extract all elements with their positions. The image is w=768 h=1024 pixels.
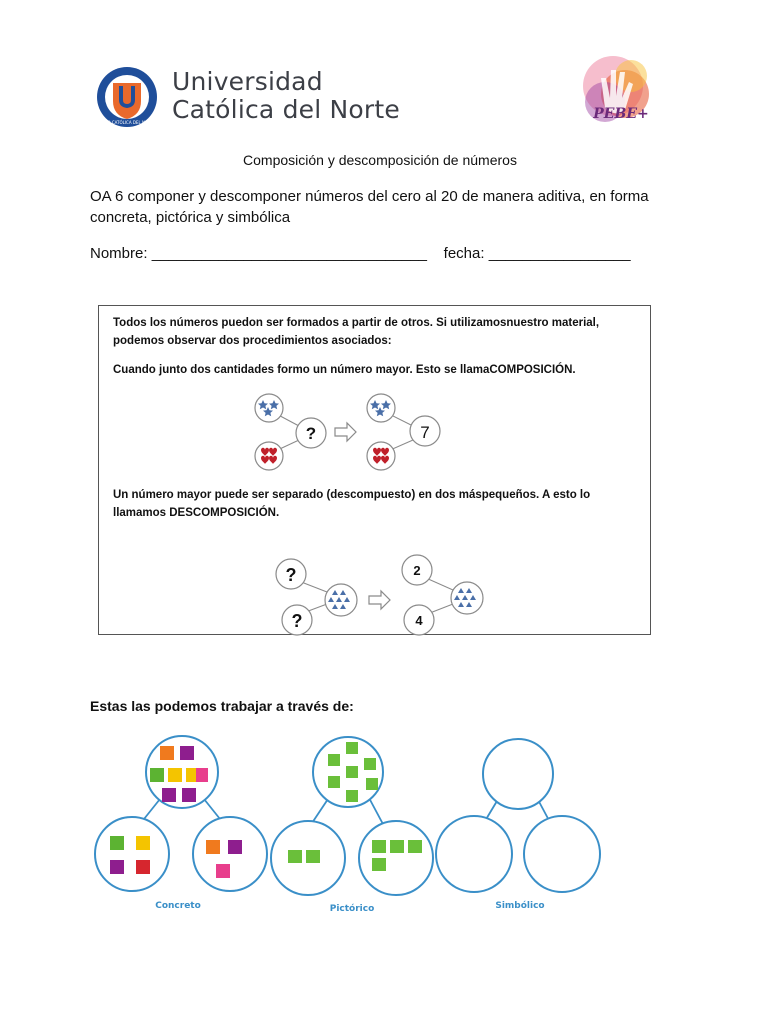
date-label: fecha: bbox=[443, 245, 485, 262]
pictorial-diagram bbox=[271, 737, 433, 914]
learning-objective: OA 6 componer y descomponer números del cero al 20 de manera aditiva, en forma concreta, pictórica y simbólica bbox=[90, 188, 649, 226]
name-blank: _________________________________ bbox=[151, 245, 427, 262]
hearts-circle bbox=[367, 442, 395, 470]
symbolic-label: Simbólico bbox=[495, 901, 545, 911]
decomposition-text: Un número mayor puede ser separado (descompuesto) en dos máspequeños. A esto lo llamamos DESCOMPOSICIÓN. bbox=[113, 489, 591, 519]
stars-circle bbox=[255, 394, 283, 422]
concept-explanation-box bbox=[98, 305, 651, 635]
pebe-logo-text: PEBE+ bbox=[593, 106, 649, 122]
decomposition-diagram bbox=[271, 546, 491, 636]
intro-text: Todos los números puedon ser formados a partir de otros. Si utilizamosnuestro material, podemos observar dos procedimientos asociados: bbox=[113, 317, 600, 347]
pebe-logo bbox=[575, 48, 659, 134]
university-name-line2: Católica del Norte bbox=[172, 95, 400, 124]
pictorial-label: Pictórico bbox=[329, 904, 375, 914]
representation-modes-diagram bbox=[90, 732, 610, 922]
symbolic-diagram bbox=[436, 739, 600, 911]
stars-circle bbox=[367, 394, 395, 422]
university-name bbox=[172, 68, 400, 124]
right-arrow-icon bbox=[369, 591, 390, 609]
name-label: Nombre: bbox=[90, 245, 148, 262]
concrete-label: Concreto bbox=[155, 901, 201, 911]
hearts-circle bbox=[255, 442, 283, 470]
right-arrow-icon bbox=[335, 423, 356, 441]
university-name-line1: Universidad bbox=[172, 67, 323, 96]
document-title: Composición y descomposición de números bbox=[243, 152, 517, 168]
composition-unknown: ? bbox=[305, 424, 317, 443]
methods-subheading: Estas las podemos trabajar a través de: bbox=[90, 698, 354, 714]
ucn-seal-text: UNIVERSIDAD CATÓLICA DEL NORTE · CHILE bbox=[82, 120, 172, 125]
decomposition-result-bottom: 4 bbox=[415, 613, 423, 628]
composition-diagram bbox=[247, 390, 447, 474]
concrete-diagram bbox=[95, 736, 267, 911]
decomposition-result-top: 2 bbox=[413, 563, 421, 578]
decomposition-unknown-bottom: ? bbox=[291, 611, 303, 631]
date-blank: _________________ bbox=[488, 245, 631, 262]
composition-result: 7 bbox=[420, 423, 430, 442]
ucn-seal-logo bbox=[82, 66, 172, 128]
decomposition-unknown-top: ? bbox=[285, 565, 297, 585]
student-info-line bbox=[90, 245, 631, 262]
composition-text: Cuando junto dos cantidades formo un número mayor. Esto se llamaCOMPOSICIÓN. bbox=[113, 364, 576, 376]
